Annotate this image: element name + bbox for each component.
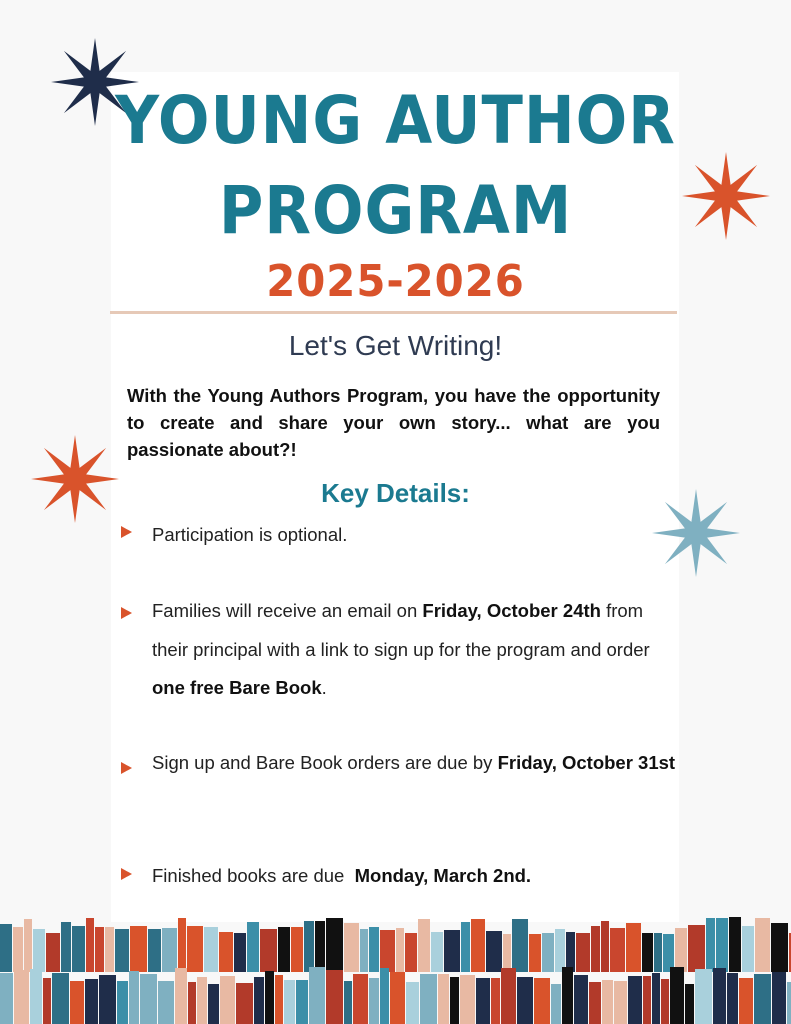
book-spine [688,925,705,972]
book-spine [716,918,728,972]
book-spine [706,918,715,972]
book-spine [406,982,419,1024]
book-spine [542,933,554,972]
book-spine [326,918,343,972]
book-spine [755,918,770,972]
divider [110,311,677,314]
book-spine [117,981,128,1024]
book-spine [685,984,694,1024]
bullet-bold-date: Friday, October 24th [422,600,601,621]
book-spine [431,932,443,972]
book-spine [602,980,613,1024]
book-spine [260,929,277,972]
book-spine [503,934,511,972]
book-spine [754,974,771,1024]
book-spine [105,927,114,972]
book-spine [461,922,470,972]
book-spine [326,970,343,1024]
book-spine [265,971,274,1024]
book-spine [727,973,738,1024]
book-spine [614,981,627,1024]
intro-paragraph: With the Young Authors Program, you have the opportunity to create and share your own story... what are you passionate about?! [127,385,660,460]
book-spine [197,977,207,1024]
book-spine [188,982,196,1024]
book-spine [438,974,449,1024]
bullet-text-part: Families will receive an email on [152,600,423,621]
book-spine [742,926,754,972]
bullet-text-part: Finished books are due [152,865,355,886]
key-details-heading: Key Details: [321,478,470,508]
book-spine [555,929,565,972]
book-spine [739,978,753,1024]
bullet-text-part: Participation is optional. [152,524,348,545]
book-spine [204,927,218,972]
book-spine [512,919,528,972]
book-spine [284,980,295,1024]
bullet-text [152,592,677,708]
book-spine [501,968,516,1024]
book-spine [52,973,69,1024]
book-spine [380,930,395,972]
book-spine [30,969,42,1024]
chevron-right-icon [121,762,132,774]
book-spine [275,975,283,1024]
book-spine [380,968,389,1024]
book-spine [695,969,712,1024]
book-spine [304,921,314,972]
book-spine [178,918,186,972]
book-spine [670,967,684,1024]
book-spine [576,933,590,972]
book-spine [158,981,174,1024]
book-spine [43,978,51,1024]
book-spine [309,967,325,1024]
bullet-text [152,857,677,896]
book-spine [115,929,129,972]
book-spine [486,931,502,972]
bullet-text-part: Sign up and Bare Book orders are due by [152,752,498,773]
book-spine [643,976,651,1024]
book-spine [99,975,116,1024]
book-spine [86,918,94,972]
book-spine [46,933,60,972]
book-spine [0,924,12,972]
book-spine [534,978,550,1024]
book-spine [396,928,404,972]
book-spine [24,919,32,972]
book-spine [140,974,157,1024]
bullet-text [152,516,677,555]
book-spine [61,922,71,972]
book-spine [0,973,13,1024]
book-spine [130,926,147,972]
book-spine [471,919,485,972]
book-spine [236,983,253,1024]
book-spine [13,927,23,972]
book-spine [654,933,662,972]
chevron-right-icon [121,868,132,880]
book-spine [420,974,437,1024]
book-spine [675,928,687,972]
book-spine [661,979,669,1024]
book-spine [787,982,791,1024]
book-spine [95,927,104,972]
book-spine [517,977,533,1024]
book-spine [562,967,573,1024]
book-spine [529,934,541,972]
book-spine [450,977,459,1024]
book-spine [369,978,379,1024]
book-spine [72,926,85,972]
book-spine [476,978,490,1024]
book-spine [369,927,379,972]
book-spine [591,926,600,972]
book-spine [247,922,259,972]
book-spine [234,933,246,972]
subtitle: Let's Get Writing! [288,330,503,361]
book-spine [344,923,359,972]
book-spine [353,974,368,1024]
book-spine [220,976,235,1024]
book-spine [771,923,788,972]
bullet-bold-date: Monday, March 2nd. [354,865,532,886]
chevron-right-icon [121,526,132,538]
book-spine [460,975,475,1024]
book-spine [254,977,264,1024]
bookshelf-illustration [0,912,791,1024]
book-spine [291,927,303,972]
bullet-text-part: from their principal with a link to sign up for the program and order [152,600,650,660]
book-spine [208,984,219,1024]
book-spine [566,932,575,972]
book-spine [626,923,641,972]
book-spine [360,929,368,972]
title-line-2: PROGRAM [218,172,573,249]
book-spine [551,984,561,1024]
book-spine [296,980,308,1024]
book-spine [610,928,625,972]
bullet-bold-item: one free Bare Book [152,677,322,698]
bullet-text-part: . [321,677,327,698]
book-spine [663,934,674,972]
book-spine [162,928,177,972]
book-spine [85,979,98,1024]
book-spine [772,972,786,1024]
book-spine [729,917,741,972]
book-spine [418,919,430,972]
book-spine [14,970,29,1024]
book-spine [713,968,726,1024]
book-spine [278,927,290,972]
program-years: 2025-2026 [266,256,525,307]
book-spine [70,981,84,1024]
book-spine [219,932,233,972]
book-spine [390,972,405,1024]
book-spine [187,926,203,972]
book-spine [33,929,45,972]
book-spine [175,968,187,1024]
book-spine [628,976,642,1024]
book-spine [405,933,417,972]
book-spine [589,982,601,1024]
book-spine [315,921,325,972]
book-spine [129,971,139,1024]
book-spine [344,981,352,1024]
book-spine [148,929,161,972]
chevron-right-icon [121,607,132,619]
book-spine [574,975,588,1024]
bullet-text [152,744,677,783]
book-spine [444,930,460,972]
book-spine [491,978,500,1024]
book-spine [652,973,660,1024]
book-spine [601,921,609,972]
bullet-bold-date: Friday, October 31st [497,752,676,773]
book-spine [642,933,653,972]
title-line-1: YOUNG AUTHOR [115,82,676,159]
